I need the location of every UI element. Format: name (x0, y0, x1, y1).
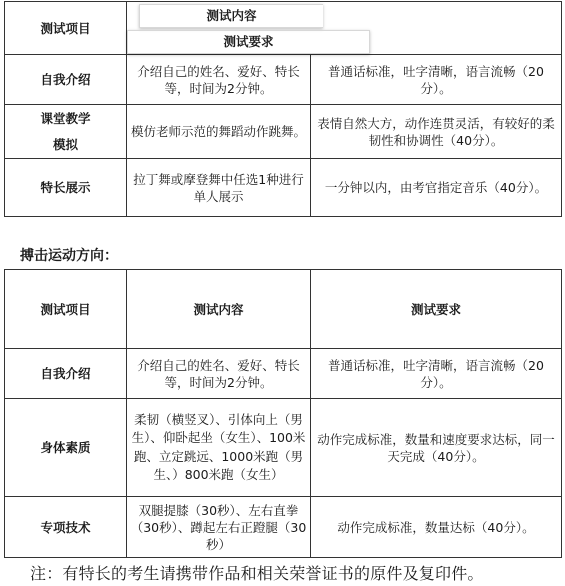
row-requirement: 动作完成标准，数量和速度要求达标，同一天完成（40分）。 (311, 399, 562, 497)
row-requirement: 一分钟以内，由考官指定音乐（40分）。 (311, 159, 562, 217)
table-row (5, 399, 562, 497)
table-row (5, 105, 562, 159)
section-title-boxing: 搏击运动方向： (20, 248, 118, 264)
row-content: 介绍自己的姓名、爱好、特长等，时间为2分钟。 (127, 349, 311, 399)
row-requirement: 普通话标准，吐字清晰，语言流畅（20分）。 (311, 349, 562, 399)
row-content: 介绍自己的姓名、爱好、特长等，时间为2分钟。 (127, 55, 311, 105)
row-item: 特长展示 (5, 159, 127, 217)
boxing-test-table (4, 269, 562, 558)
header-requirement: 测试要求 (311, 270, 562, 349)
table-row (5, 497, 562, 558)
table-header-row (5, 2, 562, 55)
table-row (5, 159, 562, 217)
table-row (5, 55, 562, 105)
row-content: 双腿提膝（30秒）、左右直拳（30秒）、蹲起左右正蹬腿（30秒） (127, 497, 311, 558)
footnote: 注：有特长的考生请携带作品和相关荣誉证书的原件及复印件。 (30, 564, 484, 583)
header-requirement: 测试要求 (127, 30, 370, 54)
row-content: 模仿老师示范的舞蹈动作跳舞。 (127, 105, 311, 159)
header-floating-bar (127, 2, 562, 55)
row-content: 拉丁舞或摩登舞中任选1种进行单人展示 (127, 159, 311, 217)
header-content: 测试内容 (139, 4, 323, 28)
row-content: 柔韧（横竖叉）、引体向上（男生）、仰卧起坐（女生）、100米跑、立定跳远、1000米跑（男生、）800米跑（女生） (127, 399, 311, 497)
row-item: 自我介绍 (5, 55, 127, 105)
row-requirement: 普通话标准，吐字清晰，语言流畅（20分）。 (311, 55, 562, 105)
row-requirement: 表情自然大方，动作连贯灵活，有较好的柔韧性和协调性（40分）。 (311, 105, 562, 159)
row-requirement: 动作完成标准，数量达标（40分）。 (311, 497, 562, 558)
table-row (5, 349, 562, 399)
header-item: 测试项目 (5, 270, 127, 349)
header-item: 测试项目 (5, 2, 127, 55)
row-item: 身体素质 (5, 399, 127, 497)
header-content: 测试内容 (127, 270, 311, 349)
row-item: 自我介绍 (5, 349, 127, 399)
row-item: 课堂教学模拟 (5, 105, 127, 159)
table-header-row (5, 270, 562, 349)
row-item: 专项技术 (5, 497, 127, 558)
dance-test-table (4, 1, 562, 217)
